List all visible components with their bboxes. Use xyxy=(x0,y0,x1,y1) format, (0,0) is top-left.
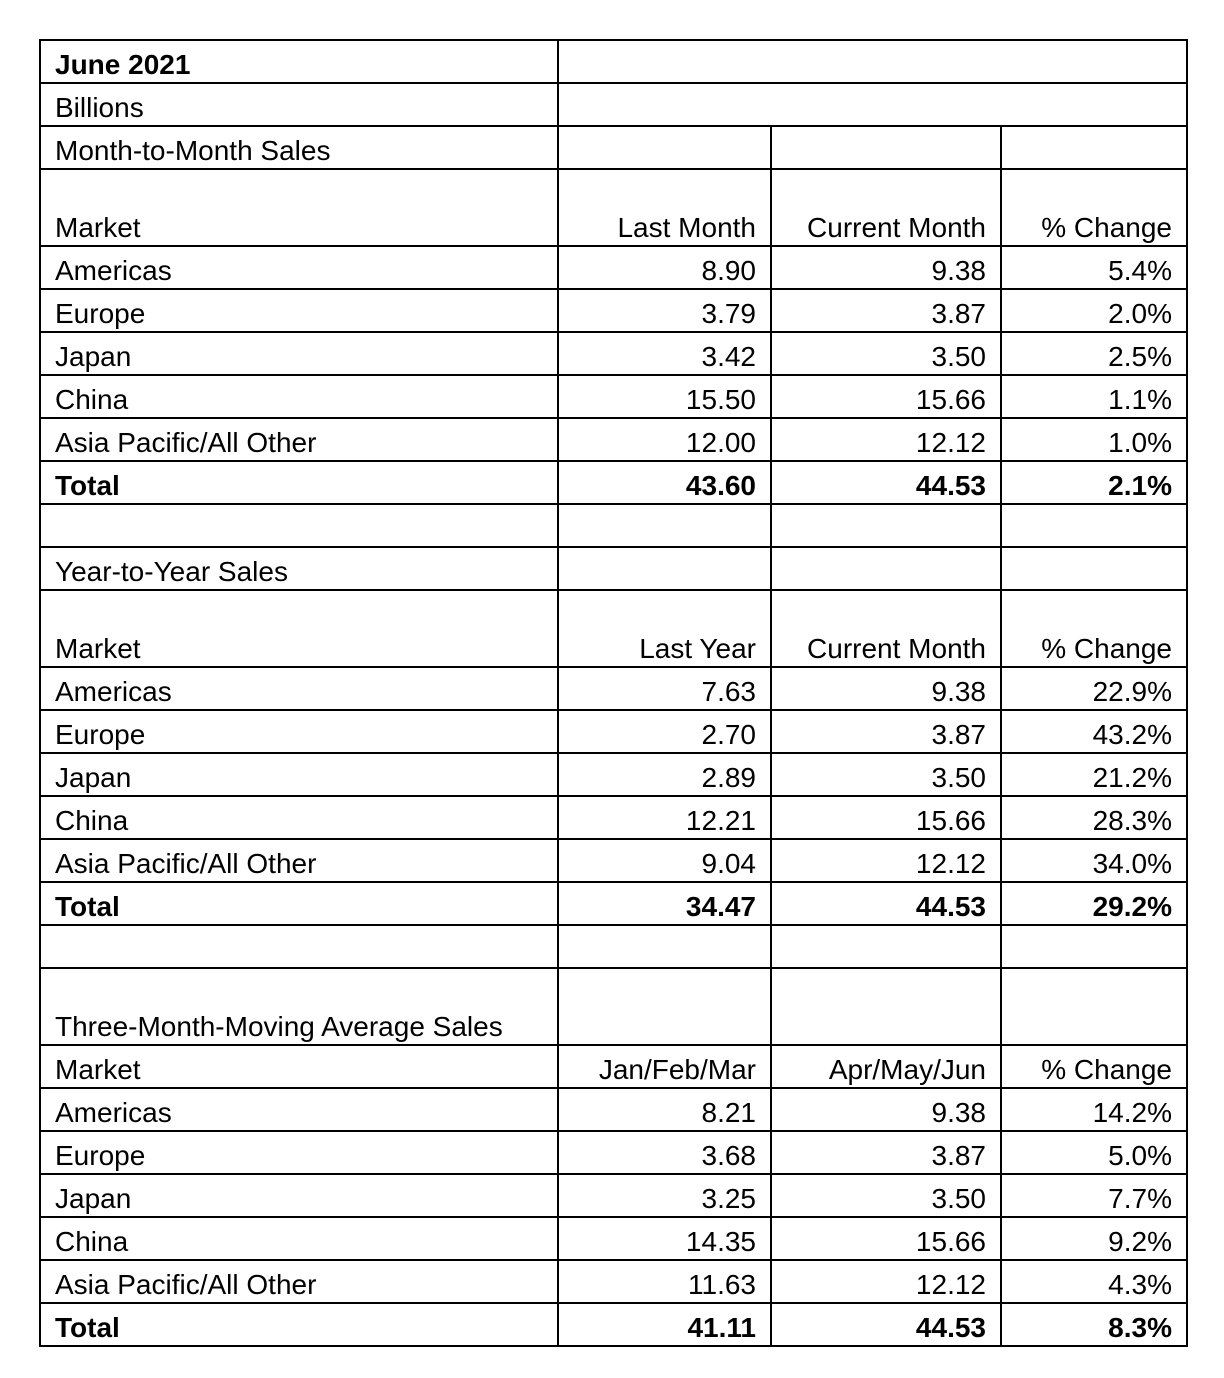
table-row xyxy=(40,246,1187,289)
value-change: 34.0% xyxy=(1001,839,1187,882)
col-header-current-month: Current Month xyxy=(771,590,1001,667)
value-a: 2.70 xyxy=(558,710,771,753)
value-change: 22.9% xyxy=(1001,667,1187,710)
table-row xyxy=(40,332,1187,375)
total-row xyxy=(40,1303,1187,1346)
total-a: 41.11 xyxy=(558,1303,771,1346)
value-change: 4.3% xyxy=(1001,1260,1187,1303)
table-row xyxy=(40,1174,1187,1217)
col-header-last-year: Last Year xyxy=(558,590,771,667)
table-row xyxy=(40,375,1187,418)
value-b: 3.87 xyxy=(771,289,1001,332)
value-b: 12.12 xyxy=(771,839,1001,882)
table-row xyxy=(40,1260,1187,1303)
section-heading: Year-to-Year Sales xyxy=(40,547,558,590)
market-name: Asia Pacific/All Other xyxy=(40,839,558,882)
value-change: 28.3% xyxy=(1001,796,1187,839)
table-row xyxy=(40,839,1187,882)
total-change: 8.3% xyxy=(1001,1303,1187,1346)
value-a: 9.04 xyxy=(558,839,771,882)
empty-cell xyxy=(558,925,771,968)
value-a: 3.25 xyxy=(558,1174,771,1217)
table-row xyxy=(40,753,1187,796)
empty-cell xyxy=(771,126,1001,169)
value-b: 9.38 xyxy=(771,246,1001,289)
value-b: 3.87 xyxy=(771,710,1001,753)
col-header-current-month: Current Month xyxy=(771,169,1001,246)
table-row xyxy=(40,796,1187,839)
value-b: 15.66 xyxy=(771,796,1001,839)
total-change: 29.2% xyxy=(1001,882,1187,925)
value-change: 2.0% xyxy=(1001,289,1187,332)
value-a: 15.50 xyxy=(558,375,771,418)
col-header-jan-feb-mar: Jan/Feb/Mar xyxy=(558,1045,771,1088)
empty-cell xyxy=(558,83,1187,126)
value-change: 9.2% xyxy=(1001,1217,1187,1260)
section-heading: Month-to-Month Sales xyxy=(40,126,558,169)
total-label: Total xyxy=(40,882,558,925)
value-a: 2.89 xyxy=(558,753,771,796)
market-name: Japan xyxy=(40,1174,558,1217)
value-b: 12.12 xyxy=(771,418,1001,461)
empty-cell xyxy=(1001,925,1187,968)
market-name: Japan xyxy=(40,753,558,796)
market-name: China xyxy=(40,375,558,418)
empty-cell xyxy=(1001,547,1187,590)
total-b: 44.53 xyxy=(771,461,1001,504)
market-name: Europe xyxy=(40,1131,558,1174)
market-name: Europe xyxy=(40,289,558,332)
value-change: 7.7% xyxy=(1001,1174,1187,1217)
value-b: 3.50 xyxy=(771,753,1001,796)
empty-cell xyxy=(558,126,771,169)
table-row xyxy=(40,710,1187,753)
table-row xyxy=(40,667,1187,710)
section-heading: Three-Month-Moving Average Sales xyxy=(40,968,558,1045)
value-a: 11.63 xyxy=(558,1260,771,1303)
section-heading-row xyxy=(40,547,1187,590)
empty-cell xyxy=(40,925,558,968)
value-b: 3.87 xyxy=(771,1131,1001,1174)
table-row xyxy=(40,1217,1187,1260)
value-a: 8.21 xyxy=(558,1088,771,1131)
table-row xyxy=(40,418,1187,461)
table-row xyxy=(40,1088,1187,1131)
value-a: 3.42 xyxy=(558,332,771,375)
unit-label: Billions xyxy=(40,83,558,126)
total-label: Total xyxy=(40,1303,558,1346)
value-change: 2.5% xyxy=(1001,332,1187,375)
empty-cell xyxy=(1001,126,1187,169)
market-name: Japan xyxy=(40,332,558,375)
section-heading-row xyxy=(40,126,1187,169)
value-change: 14.2% xyxy=(1001,1088,1187,1131)
sales-table xyxy=(39,39,1188,1347)
market-name: Europe xyxy=(40,710,558,753)
spacer-row xyxy=(40,504,1187,547)
value-change: 5.0% xyxy=(1001,1131,1187,1174)
col-header-percent-change: % Change xyxy=(1001,169,1187,246)
spacer-row xyxy=(40,925,1187,968)
value-b: 9.38 xyxy=(771,1088,1001,1131)
empty-cell xyxy=(771,968,1001,1045)
market-name: Americas xyxy=(40,246,558,289)
empty-cell xyxy=(771,547,1001,590)
value-change: 5.4% xyxy=(1001,246,1187,289)
total-b: 44.53 xyxy=(771,1303,1001,1346)
empty-cell xyxy=(558,968,771,1045)
market-name: Americas xyxy=(40,1088,558,1131)
title-row xyxy=(40,40,1187,83)
col-header-market: Market xyxy=(40,169,558,246)
value-a: 7.63 xyxy=(558,667,771,710)
col-header-market: Market xyxy=(40,1045,558,1088)
section-heading-row xyxy=(40,968,1187,1045)
empty-cell xyxy=(558,40,1187,83)
value-change: 1.1% xyxy=(1001,375,1187,418)
empty-cell xyxy=(1001,504,1187,547)
value-b: 15.66 xyxy=(771,375,1001,418)
value-a: 12.00 xyxy=(558,418,771,461)
market-name: China xyxy=(40,796,558,839)
col-header-apr-may-jun: Apr/May/Jun xyxy=(771,1045,1001,1088)
value-a: 14.35 xyxy=(558,1217,771,1260)
market-name: Asia Pacific/All Other xyxy=(40,418,558,461)
total-label: Total xyxy=(40,461,558,504)
total-row xyxy=(40,882,1187,925)
empty-cell xyxy=(771,504,1001,547)
column-header-row xyxy=(40,590,1187,667)
market-name: Asia Pacific/All Other xyxy=(40,1260,558,1303)
value-a: 8.90 xyxy=(558,246,771,289)
empty-cell xyxy=(40,504,558,547)
empty-cell xyxy=(1001,968,1187,1045)
value-change: 43.2% xyxy=(1001,710,1187,753)
value-b: 9.38 xyxy=(771,667,1001,710)
col-header-percent-change: % Change xyxy=(1001,1045,1187,1088)
unit-row xyxy=(40,83,1187,126)
col-header-percent-change: % Change xyxy=(1001,590,1187,667)
col-header-last-month: Last Month xyxy=(558,169,771,246)
market-name: Americas xyxy=(40,667,558,710)
value-a: 3.68 xyxy=(558,1131,771,1174)
value-a: 3.79 xyxy=(558,289,771,332)
report-title: June 2021 xyxy=(40,40,558,83)
value-a: 12.21 xyxy=(558,796,771,839)
empty-cell xyxy=(771,925,1001,968)
total-a: 43.60 xyxy=(558,461,771,504)
column-header-row xyxy=(40,1045,1187,1088)
total-b: 44.53 xyxy=(771,882,1001,925)
value-change: 1.0% xyxy=(1001,418,1187,461)
empty-cell xyxy=(558,504,771,547)
table-row xyxy=(40,1131,1187,1174)
value-change: 21.2% xyxy=(1001,753,1187,796)
total-a: 34.47 xyxy=(558,882,771,925)
table-row xyxy=(40,289,1187,332)
col-header-market: Market xyxy=(40,590,558,667)
column-header-row xyxy=(40,169,1187,246)
value-b: 15.66 xyxy=(771,1217,1001,1260)
value-b: 12.12 xyxy=(771,1260,1001,1303)
market-name: China xyxy=(40,1217,558,1260)
value-b: 3.50 xyxy=(771,1174,1001,1217)
total-row xyxy=(40,461,1187,504)
empty-cell xyxy=(558,547,771,590)
total-change: 2.1% xyxy=(1001,461,1187,504)
value-b: 3.50 xyxy=(771,332,1001,375)
